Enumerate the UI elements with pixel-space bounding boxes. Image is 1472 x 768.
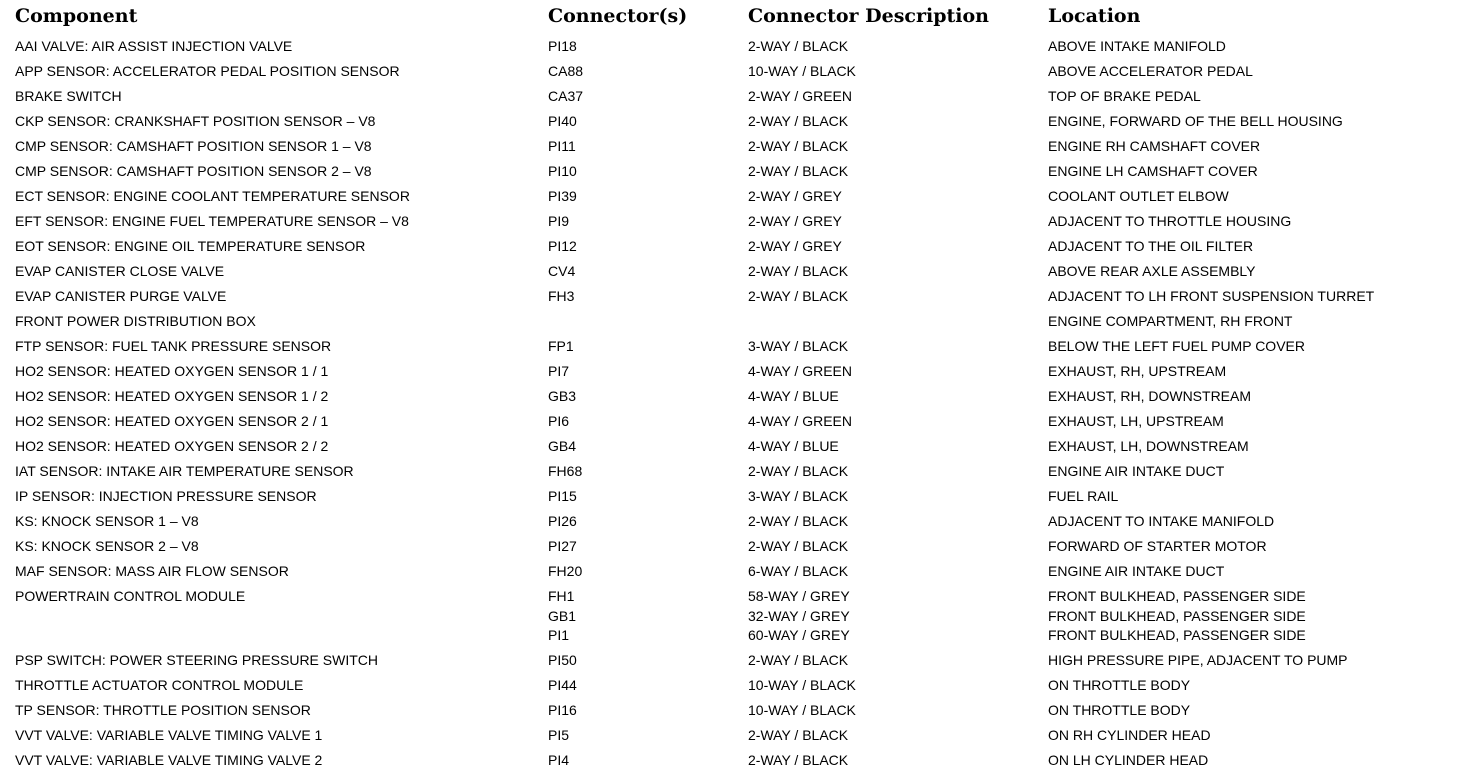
component-cell: HO2 SENSOR: HEATED OXYGEN SENSOR 1 / 2 bbox=[15, 388, 329, 404]
location-cell: FRONT BULKHEAD, PASSENGER SIDE bbox=[1048, 607, 1306, 624]
header-location: Location bbox=[1048, 5, 1141, 27]
connector-description-cell: 60-WAY / GREY bbox=[748, 627, 850, 643]
connector-description-cell: 10-WAY / BLACK bbox=[748, 63, 856, 79]
location-cell: FRONT BULKHEAD, PASSENGER SIDE bbox=[1048, 627, 1306, 643]
header-connector-description: Connector Description bbox=[748, 5, 989, 27]
table-row bbox=[0, 562, 1472, 587]
location-cell: ENGINE COMPARTMENT, RH FRONT bbox=[1048, 313, 1293, 329]
component-cell: FRONT POWER DISTRIBUTION BOX bbox=[15, 313, 256, 329]
location-cell: ON THROTTLE BODY bbox=[1048, 677, 1191, 693]
connector-description-cell: 3-WAY / BLACK bbox=[748, 488, 849, 504]
location-cell: ADJACENT TO THE OIL FILTER bbox=[1048, 238, 1254, 254]
component-cell: MAF SENSOR: MASS AIR FLOW SENSOR bbox=[15, 563, 289, 579]
connector-cell: PI1 bbox=[548, 627, 570, 643]
header-connectors: Connector(s) bbox=[548, 5, 688, 27]
connector-description-cell: 2-WAY / GREEN bbox=[748, 88, 852, 104]
connector-description-cell: 2-WAY / BLACK bbox=[748, 652, 849, 668]
connector-description-cell: 2-WAY / GREY bbox=[748, 188, 842, 204]
component-cell: KS: KNOCK SENSOR 1 – V8 bbox=[15, 513, 199, 529]
connector-description-cell: 2-WAY / BLACK bbox=[748, 288, 849, 304]
location-cell: FRONT BULKHEAD, PASSENGER SIDE bbox=[1048, 588, 1306, 604]
connector-description-cell: 2-WAY / BLACK bbox=[748, 463, 849, 479]
component-cell: HO2 SENSOR: HEATED OXYGEN SENSOR 1 / 1 bbox=[15, 363, 329, 379]
table-row bbox=[0, 337, 1472, 362]
table-row bbox=[0, 62, 1472, 87]
location-cell: ENGINE AIR INTAKE DUCT bbox=[1048, 563, 1225, 579]
connector-description-cell: 2-WAY / BLACK bbox=[748, 263, 849, 279]
location-cell: ADJACENT TO THROTTLE HOUSING bbox=[1048, 213, 1292, 229]
location-cell: ENGINE RH CAMSHAFT COVER bbox=[1048, 138, 1261, 154]
location-cell: COOLANT OUTLET ELBOW bbox=[1048, 188, 1229, 204]
connector-cell: CA88 bbox=[548, 63, 584, 79]
connector-cell: FP1 bbox=[548, 338, 574, 354]
connector-cell: FH68 bbox=[548, 463, 583, 479]
table-row bbox=[0, 287, 1472, 312]
connector-description-cell: 58-WAY / GREY bbox=[748, 588, 850, 604]
location-cell: ON THROTTLE BODY bbox=[1048, 702, 1191, 718]
table-row bbox=[0, 387, 1472, 412]
connector-description-cell: 2-WAY / BLACK bbox=[748, 538, 849, 554]
location-cell: ADJACENT TO LH FRONT SUSPENSION TURRET bbox=[1048, 288, 1375, 304]
component-cell: AAI VALVE: AIR ASSIST INJECTION VALVE bbox=[15, 38, 293, 54]
header-component: Component bbox=[15, 5, 138, 27]
table-row bbox=[0, 462, 1472, 487]
connector-cell: FH1 bbox=[548, 588, 575, 604]
connector-description-cell: 2-WAY / BLACK bbox=[748, 138, 849, 154]
connector-cell: FH3 bbox=[548, 288, 575, 304]
table-row bbox=[0, 362, 1472, 387]
component-cell: VVT VALVE: VARIABLE VALVE TIMING VALVE 2 bbox=[15, 752, 323, 768]
connector-cell: GB1 bbox=[548, 607, 577, 624]
connector-description-cell: 4-WAY / BLUE bbox=[748, 388, 839, 404]
connector-description-cell: 2-WAY / BLACK bbox=[748, 163, 849, 179]
connector-description-cell: 4-WAY / BLUE bbox=[748, 438, 839, 454]
component-cell: EFT SENSOR: ENGINE FUEL TEMPERATURE SENSOR – V8 bbox=[15, 213, 409, 229]
connector-cell: PI10 bbox=[548, 163, 577, 179]
component-cell: EVAP CANISTER CLOSE VALVE bbox=[15, 263, 225, 279]
table-row bbox=[0, 437, 1472, 462]
component-cell: EOT SENSOR: ENGINE OIL TEMPERATURE SENSOR bbox=[15, 238, 366, 254]
table-row bbox=[0, 676, 1472, 701]
location-cell: ABOVE INTAKE MANIFOLD bbox=[1048, 38, 1226, 54]
connector-cell: PI15 bbox=[548, 488, 577, 504]
connector-description-cell: 2-WAY / BLACK bbox=[748, 513, 849, 529]
location-cell: TOP OF BRAKE PEDAL bbox=[1048, 88, 1201, 104]
connector-description-cell: 2-WAY / GREY bbox=[748, 238, 842, 254]
connector-cell: PI27 bbox=[548, 538, 577, 554]
table-row bbox=[0, 212, 1472, 237]
table-row bbox=[0, 512, 1472, 537]
component-cell: HO2 SENSOR: HEATED OXYGEN SENSOR 2 / 2 bbox=[15, 438, 329, 454]
connector-cell: PI16 bbox=[548, 702, 577, 718]
connector-description-cell: 3-WAY / BLACK bbox=[748, 338, 849, 354]
table-row bbox=[0, 137, 1472, 162]
connector-cell: FH20 bbox=[548, 563, 583, 579]
table-row bbox=[0, 701, 1472, 726]
component-cell: IP SENSOR: INJECTION PRESSURE SENSOR bbox=[15, 488, 317, 504]
component-cell: THROTTLE ACTUATOR CONTROL MODULE bbox=[15, 677, 304, 693]
location-cell: EXHAUST, LH, UPSTREAM bbox=[1048, 413, 1224, 429]
connector-cell: PI11 bbox=[548, 138, 576, 154]
table-row bbox=[0, 726, 1472, 751]
connector-cell: PI6 bbox=[548, 413, 570, 429]
component-cell: CMP SENSOR: CAMSHAFT POSITION SENSOR 1 – V8 bbox=[15, 138, 372, 154]
location-cell: ENGINE, FORWARD OF THE BELL HOUSING bbox=[1048, 113, 1343, 129]
connector-cell: PI12 bbox=[548, 238, 577, 254]
connector-cell: PI50 bbox=[548, 652, 577, 668]
location-cell: ENGINE AIR INTAKE DUCT bbox=[1048, 463, 1225, 479]
connector-cell: PI39 bbox=[548, 188, 577, 204]
component-cell: ECT SENSOR: ENGINE COOLANT TEMPERATURE SENSOR bbox=[15, 188, 410, 204]
connector-description-cell: 32-WAY / GREY bbox=[748, 607, 850, 624]
component-cell: KS: KNOCK SENSOR 2 – V8 bbox=[15, 538, 199, 554]
connector-description-cell: 2-WAY / BLACK bbox=[748, 113, 849, 129]
connector-cell: CV4 bbox=[548, 263, 576, 279]
connector-table-body bbox=[0, 37, 1472, 768]
table-row bbox=[0, 651, 1472, 676]
connector-cell: GB4 bbox=[548, 438, 577, 454]
component-cell: HO2 SENSOR: HEATED OXYGEN SENSOR 2 / 1 bbox=[15, 413, 329, 429]
connector-cell: PI5 bbox=[548, 727, 570, 743]
connector-description-cell: 6-WAY / BLACK bbox=[748, 563, 849, 579]
table-row bbox=[0, 112, 1472, 137]
component-cell: POWERTRAIN CONTROL MODULE bbox=[15, 588, 246, 604]
connector-cell: PI9 bbox=[548, 213, 570, 229]
location-cell: ADJACENT TO INTAKE MANIFOLD bbox=[1048, 513, 1275, 529]
location-cell: HIGH PRESSURE PIPE, ADJACENT TO PUMP bbox=[1048, 652, 1348, 668]
location-cell: FORWARD OF STARTER MOTOR bbox=[1048, 538, 1267, 554]
connector-description-cell: 10-WAY / BLACK bbox=[748, 702, 856, 718]
table-row bbox=[0, 187, 1472, 212]
location-cell: EXHAUST, RH, UPSTREAM bbox=[1048, 363, 1227, 379]
connector-description-cell: 10-WAY / BLACK bbox=[748, 677, 856, 693]
component-cell: CKP SENSOR: CRANKSHAFT POSITION SENSOR – V8 bbox=[15, 113, 376, 129]
connector-description-cell: 2-WAY / BLACK bbox=[748, 38, 849, 54]
component-cell: VVT VALVE: VARIABLE VALVE TIMING VALVE 1 bbox=[15, 727, 323, 743]
connector-cell: GB3 bbox=[548, 388, 577, 404]
connector-description-cell: 4-WAY / GREEN bbox=[748, 413, 852, 429]
location-cell: EXHAUST, RH, DOWNSTREAM bbox=[1048, 388, 1252, 404]
component-cell: BRAKE SWITCH bbox=[15, 88, 122, 104]
connector-cell: PI40 bbox=[548, 113, 577, 129]
connector-description-cell: 2-WAY / GREY bbox=[748, 213, 842, 229]
table-row bbox=[0, 37, 1472, 62]
table-row bbox=[0, 751, 1472, 768]
connector-description-cell: 2-WAY / BLACK bbox=[748, 752, 849, 768]
connector-description-cell: 2-WAY / BLACK bbox=[748, 727, 849, 743]
connector-cell: PI44 bbox=[548, 677, 577, 693]
connector-cell: PI18 bbox=[548, 38, 577, 54]
connector-cell: PI26 bbox=[548, 513, 577, 529]
table-row bbox=[0, 487, 1472, 512]
component-cell: APP SENSOR: ACCELERATOR PEDAL POSITION SENSOR bbox=[15, 63, 400, 79]
connector-cell: PI7 bbox=[548, 363, 570, 379]
location-cell: ENGINE LH CAMSHAFT COVER bbox=[1048, 163, 1258, 179]
connector-cell: PI4 bbox=[548, 752, 570, 768]
component-cell: FTP SENSOR: FUEL TANK PRESSURE SENSOR bbox=[15, 338, 332, 354]
connector-description-cell: 4-WAY / GREEN bbox=[748, 363, 852, 379]
location-cell: ON RH CYLINDER HEAD bbox=[1048, 727, 1211, 743]
location-cell: ABOVE ACCELERATOR PEDAL bbox=[1048, 63, 1253, 79]
location-cell: FUEL RAIL bbox=[1048, 488, 1119, 504]
location-cell: ON LH CYLINDER HEAD bbox=[1048, 752, 1209, 768]
location-cell: EXHAUST, LH, DOWNSTREAM bbox=[1048, 438, 1249, 454]
location-cell: BELOW THE LEFT FUEL PUMP COVER bbox=[1048, 338, 1305, 354]
component-cell: EVAP CANISTER PURGE VALVE bbox=[15, 288, 227, 304]
table-row bbox=[0, 262, 1472, 287]
table-row bbox=[0, 412, 1472, 437]
table-row bbox=[0, 312, 1472, 337]
component-cell: CMP SENSOR: CAMSHAFT POSITION SENSOR 2 – V8 bbox=[15, 163, 372, 179]
component-cell: PSP SWITCH: POWER STEERING PRESSURE SWITCH bbox=[15, 652, 379, 668]
table-row bbox=[0, 587, 1472, 651]
location-cell: ABOVE REAR AXLE ASSEMBLY bbox=[1048, 263, 1256, 279]
component-cell: IAT SENSOR: INTAKE AIR TEMPERATURE SENSOR bbox=[15, 463, 354, 479]
table-row bbox=[0, 87, 1472, 112]
table-row bbox=[0, 537, 1472, 562]
connector-cell: CA37 bbox=[548, 88, 584, 104]
table-row bbox=[0, 162, 1472, 187]
table-row bbox=[0, 237, 1472, 262]
component-cell: TP SENSOR: THROTTLE POSITION SENSOR bbox=[15, 702, 311, 718]
